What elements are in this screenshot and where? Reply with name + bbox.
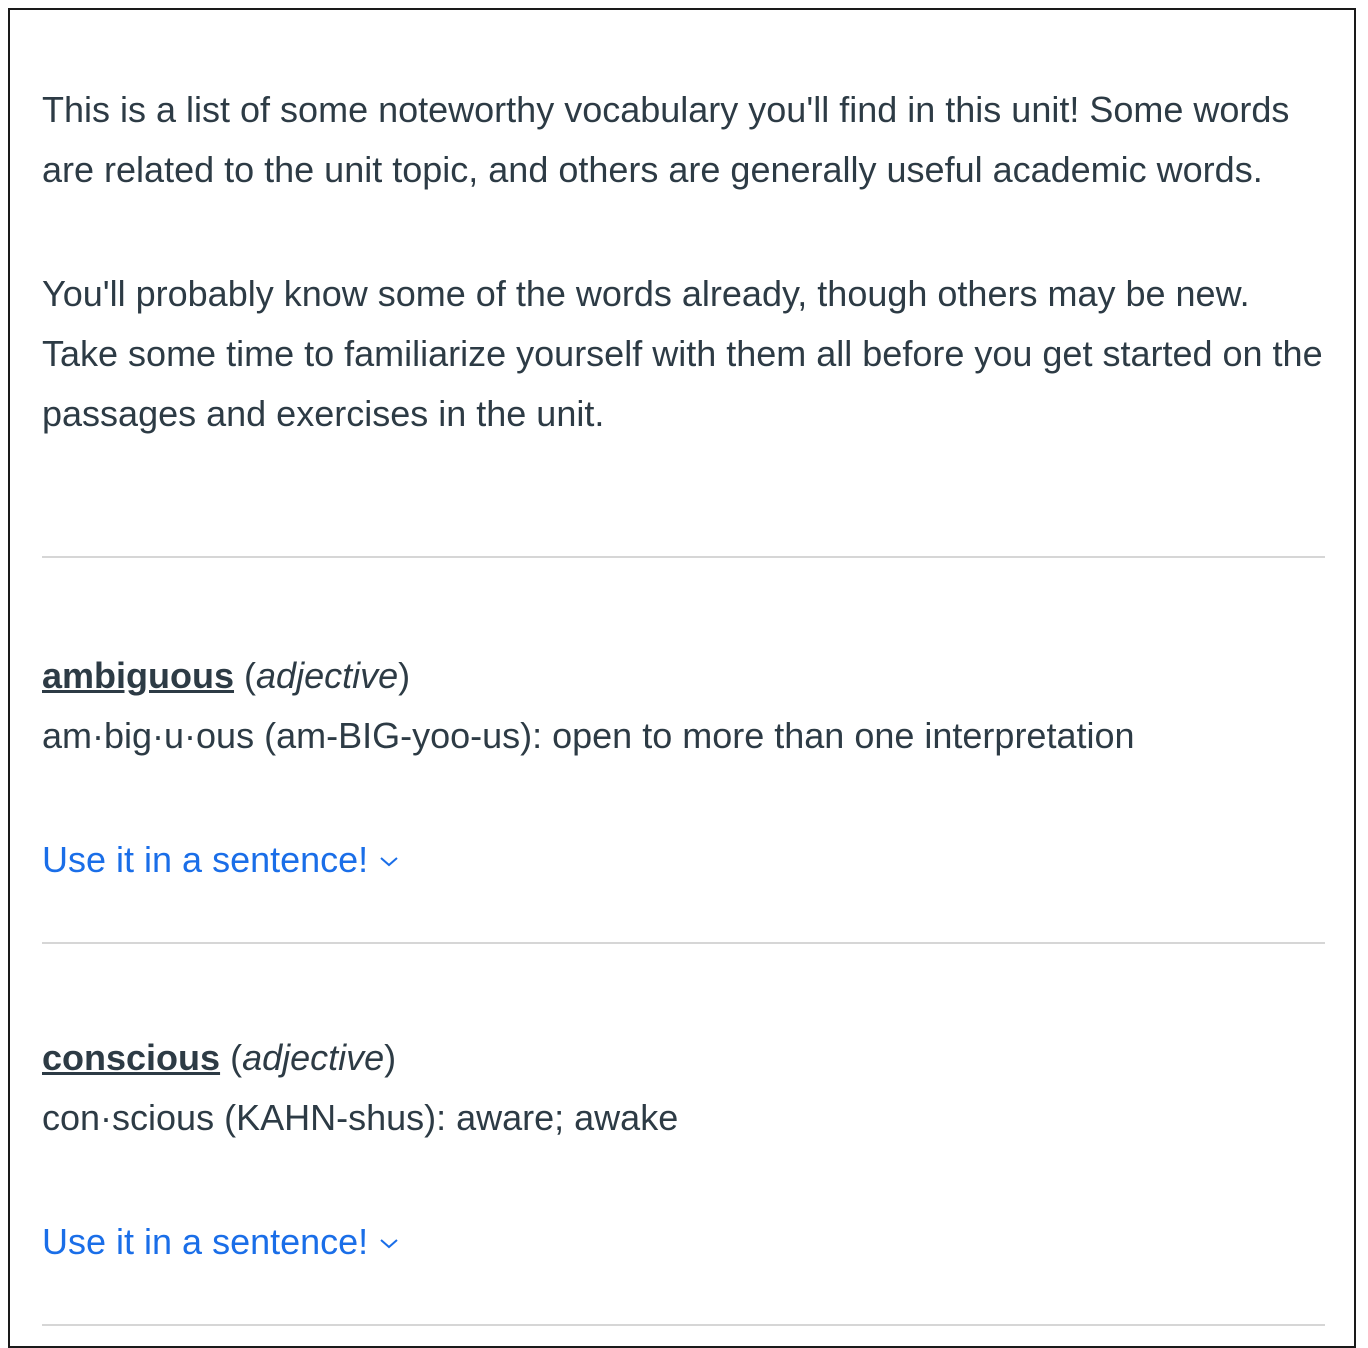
- headword-line: [42, 1028, 1325, 1088]
- entry-divider: [42, 942, 1325, 944]
- intro-section: [42, 80, 1327, 444]
- headword-line: [42, 646, 1325, 706]
- entry-divider: [42, 1324, 1325, 1326]
- vocabulary-page: [42, 80, 1327, 1262]
- definition: am·big·u·ous (am-BIG-yoo-us): open to more than one interpretation: [42, 715, 1135, 756]
- use-in-sentence-toggle[interactable]: [42, 830, 400, 890]
- content-frame: [8, 8, 1356, 1348]
- toggle-label: Use it in a sentence!: [42, 839, 369, 880]
- use-in-sentence-toggle[interactable]: [42, 1212, 400, 1272]
- chevron-down-icon: [378, 1232, 400, 1254]
- toggle-label: Use it in a sentence!: [42, 1221, 369, 1262]
- section-divider: [42, 556, 1325, 558]
- intro-paragraph-1: This is a list of some noteworthy vocabulary you'll find in this unit! Some words are related to the unit topic, and others are generally useful academic words.: [42, 89, 1290, 190]
- part-of-speech: (adjective): [230, 1037, 397, 1078]
- headword: conscious: [42, 1037, 221, 1078]
- headword: ambiguous: [42, 655, 235, 696]
- chevron-down-icon: [378, 850, 400, 872]
- vocab-entry-ambiguous: [42, 646, 1325, 890]
- part-of-speech: (adjective): [244, 655, 411, 696]
- intro-paragraph-2: You'll probably know some of the words already, though others may be new. Take some time to familiarize yourself with them all before you get started on the passages and exercises in the unit.: [42, 273, 1323, 434]
- definition: con·scious (KAHN-shus): aware; awake: [42, 1097, 679, 1138]
- vocab-entry-conscious: [42, 1028, 1325, 1272]
